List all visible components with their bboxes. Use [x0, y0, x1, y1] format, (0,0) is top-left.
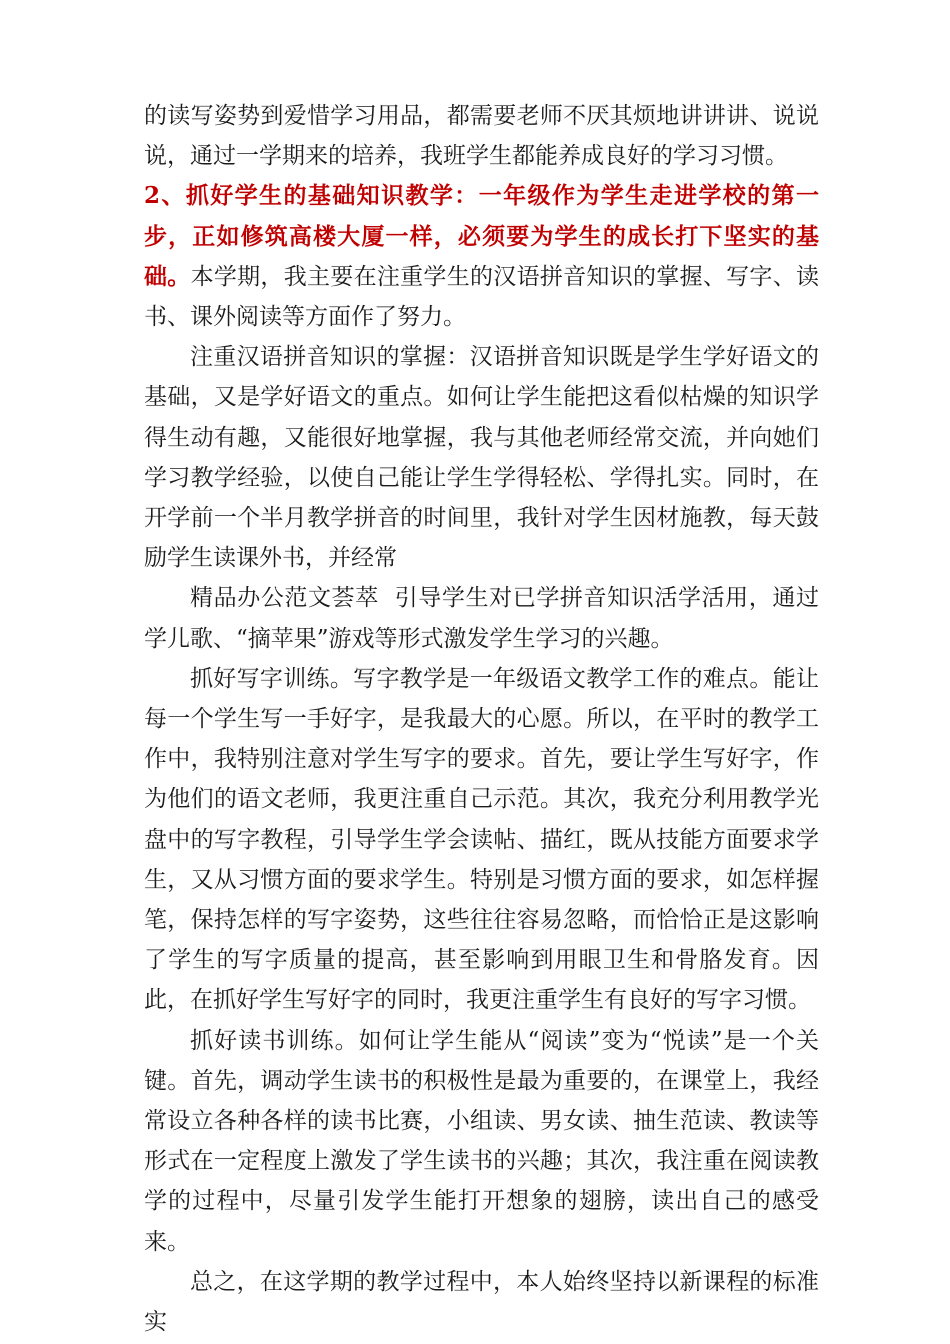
paragraph-5-text: 抓好写字训练。写字教学是一年级语文教学工作的难点。能让每一个学生写一手好字，是我最大的心愿。所以，在平时的教学工作中，我特别注意对学生写字的要求。首先，要让学生写好字，作为他们的语文老师，我更注重自己示范。其次，我充分利用教学光盘中的写字教程，引导学生学会读帖、描红，既从技能方面要求学生，又从习惯方面的要求学生。特别是习惯方面的要求，如怎样握笔，保持怎样的写字姿势，这些往往容易忽略，而恰恰正是这影响了学生的写字质量的提高，甚至影响到用眼卫生和骨胳发育。因此，在抓好学生写好字的同时，我更注重学生有良好的写字习惯。 [144, 665, 819, 1014]
paragraph-4-text: 精品办公范文荟萃 引导学生对已学拼音知识活学活用，通过学儿歌、“摘苹果”游戏等形式激发学生学习的兴趣。 [144, 585, 819, 652]
paragraph-2-highlight: 2、抓好学生的基础知识教学：一年级作为学生走进学校的第一步，正如修筑高楼大厦一样，必须要为学生的成长打下坚实的基础。 [144, 182, 819, 290]
paragraph-6 [144, 1021, 819, 1262]
paragraph-7-text: 总之，在这学期的教学过程中，本人始终坚持以新课程的标准实 [144, 1268, 819, 1336]
paragraph-5 [144, 659, 819, 1021]
paragraph-3-text: 注重汉语拼音知识的掌握：汉语拼音知识既是学生学好语文的基础，又是学好语文的重点。如何让学生能把这看似枯燥的知识学得生动有趣，又能很好地掌握，我与其他老师经常交流，并向她们学习教学经验，以使自己能让学生学得轻松、学得扎实。同时，在开学前一个半月教学拼音的时间里，我针对学生因材施教，每天鼓励学生读课外书，并经常 [144, 344, 819, 572]
paragraph-2 [144, 176, 819, 337]
document-page [144, 96, 819, 1342]
paragraph-3 [144, 337, 819, 578]
paragraph-4 [144, 578, 819, 658]
paragraph-1 [144, 96, 819, 176]
paragraph-2-text: 本学期，我主要在注重学生的汉语拼音知识的掌握、写字、读书、课外阅读等方面作了努力。 [144, 263, 820, 331]
paragraph-1-text: 的读写姿势到爱惜学习用品，都需要老师不厌其烦地讲讲讲、说说说，通过一学期来的培养，我班学生都能养成良好的学习习惯。 [144, 103, 819, 170]
paragraph-6-text: 抓好读书训练。如何让学生能从“阅读”变为“悦读”是一个关键。首先，调动学生读书的积极性是最为重要的，在课堂上，我经常设立各种各样的读书比赛，小组读、男女读、抽生范读、教读等形式在一定程度上激发了学生读书的兴趣；其次，我注重在阅读教学的过程中，尽量引发学生能打开想象的翅膀，读出自己的感受来。 [144, 1027, 819, 1255]
paragraph-7 [144, 1262, 819, 1342]
